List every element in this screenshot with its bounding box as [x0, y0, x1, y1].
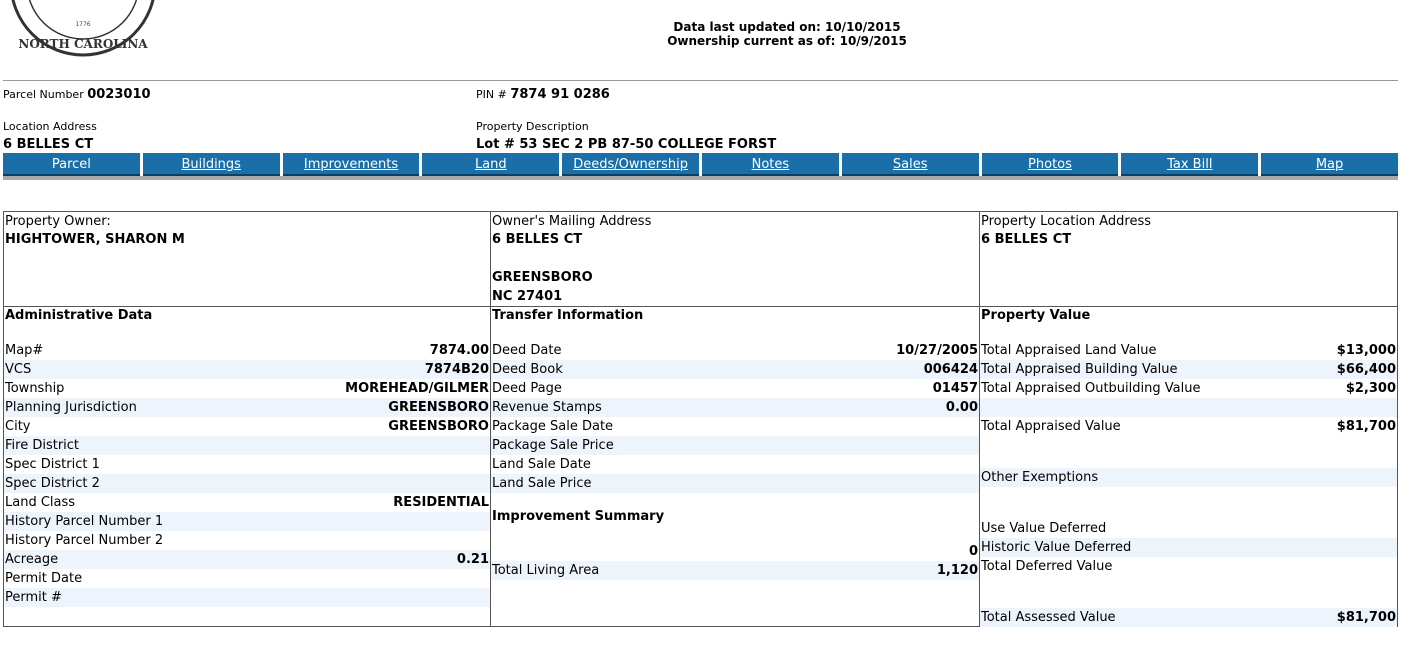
data-row	[491, 360, 979, 379]
row-label: Land Class	[5, 495, 76, 510]
row-label: Planning Jurisdiction	[5, 400, 137, 415]
data-row	[980, 341, 1397, 360]
row-label: Spec District 2	[5, 476, 100, 491]
row-label: Deed Page	[492, 381, 562, 396]
tab-deeds-ownership[interactable]: Deeds/Ownership	[562, 153, 699, 176]
row-label: Total Appraised Value	[981, 419, 1121, 434]
row-value: 006424	[923, 362, 978, 377]
total-assessed-label: Total Assessed Value	[981, 610, 1116, 625]
tab-land[interactable]: Land	[422, 153, 559, 176]
property-value-title: Property Value	[981, 308, 1091, 323]
update-info	[600, 20, 974, 48]
row-label: Package Sale Date	[492, 419, 614, 434]
row-value: 7874B20	[424, 362, 489, 377]
data-row	[4, 512, 490, 531]
data-row	[4, 398, 490, 417]
row-value: MOREHEAD/GILMER	[345, 381, 489, 396]
row-value: GREENSBORO	[388, 400, 489, 415]
transfer-info-title: Transfer Information	[492, 308, 644, 323]
pin-label: PIN #	[476, 88, 507, 101]
location-address-value: 6 BELLES CT	[3, 137, 94, 152]
row-label: Acreage	[5, 552, 59, 567]
property-location-label: Property Location Address	[981, 214, 1152, 229]
row-value: 01457	[932, 381, 978, 396]
data-row	[491, 341, 979, 360]
living-area-row	[491, 561, 979, 580]
data-row	[4, 531, 490, 550]
row-label: Package Sale Price	[492, 438, 614, 453]
tab-buildings[interactable]: Buildings	[143, 153, 280, 176]
row-value: $81,700	[1336, 419, 1396, 434]
row-label: Deed Book	[492, 362, 563, 377]
tabs-underline	[3, 176, 1398, 180]
pin-field	[476, 88, 610, 101]
row-label: Total Appraised Outbuilding Value	[981, 381, 1201, 396]
property-description-label: Property Description	[476, 120, 589, 133]
data-row	[4, 360, 490, 379]
data-row	[491, 417, 979, 436]
tab-notes[interactable]: Notes	[702, 153, 839, 176]
row-value: 0.00	[945, 400, 978, 415]
total-assessed-row	[980, 608, 1397, 627]
data-row	[491, 398, 979, 417]
row-value: 7874.00	[429, 343, 489, 358]
row-label: Permit #	[5, 590, 62, 605]
row-label: Fire District	[5, 438, 80, 453]
mailing-street: 6 BELLES CT	[492, 232, 583, 247]
row-value: $2,300	[1345, 381, 1396, 396]
row-label: Land Sale Price	[492, 476, 592, 491]
other-exemptions-row	[980, 468, 1397, 487]
data-row	[4, 341, 490, 360]
mailing-city: GREENSBORO	[492, 270, 593, 285]
tab-photos[interactable]: Photos	[982, 153, 1119, 176]
pin-value: 7874 91 0286	[510, 87, 610, 102]
row-label: History Parcel Number 1	[5, 514, 164, 529]
mailing-state-zip: NC 27401	[492, 289, 563, 304]
parcel-number-value: 0023010	[87, 87, 151, 102]
other-exemptions-label: Other Exemptions	[981, 470, 1099, 485]
property-location-value: 6 BELLES CT	[981, 232, 1072, 247]
historic-value-deferred-row	[980, 538, 1397, 557]
row-label: Total Appraised Building Value	[981, 362, 1178, 377]
improvement-summary-title: Improvement Summary	[492, 509, 665, 524]
admin-data-title: Administrative Data	[5, 308, 153, 323]
data-row	[980, 417, 1397, 436]
data-row	[491, 379, 979, 398]
tab-map[interactable]: Map	[1261, 153, 1398, 176]
value-column	[980, 212, 1397, 626]
ownership-current-text: Ownership current as of: 10/9/2015	[667, 34, 907, 48]
data-row	[4, 588, 490, 607]
row-label: Revenue Stamps	[492, 400, 602, 415]
tab-improvements[interactable]: Improvements	[283, 153, 420, 176]
row-label: Total Appraised Land Value	[981, 343, 1157, 358]
row-label: History Parcel Number 2	[5, 533, 164, 548]
data-row	[980, 360, 1397, 379]
row-label: Land Sale Date	[492, 457, 591, 472]
row-value: RESIDENTIAL	[393, 495, 489, 510]
historic-value-deferred-label: Historic Value Deferred	[981, 540, 1132, 555]
living-area-value: 1,120	[936, 563, 978, 578]
mailing-address-label: Owner's Mailing Address	[492, 214, 652, 229]
row-value: GREENSBORO	[388, 419, 489, 434]
data-row	[4, 417, 490, 436]
seal-text: NORTH CAROLINA	[18, 37, 148, 51]
data-row	[4, 493, 490, 512]
use-value-deferred-row	[980, 519, 1397, 538]
living-area-label: Total Living Area	[492, 563, 600, 578]
row-label: Township	[5, 381, 65, 396]
state-seal-logo	[8, 0, 158, 58]
row-value: 0.21	[456, 552, 489, 567]
row-label: Map#	[5, 343, 44, 358]
row-value: 10/27/2005	[896, 343, 978, 358]
row-value: $66,400	[1336, 362, 1396, 377]
data-row	[4, 550, 490, 569]
parcel-number-label: Parcel Number	[3, 88, 84, 101]
tab-sales[interactable]: Sales	[842, 153, 979, 176]
data-row	[980, 398, 1397, 417]
seal-year: 1776	[75, 21, 91, 28]
property-owner-label: Property Owner:	[5, 214, 111, 229]
tab-parcel[interactable]: Parcel	[3, 153, 140, 176]
row-label: Deed Date	[492, 343, 562, 358]
data-row	[980, 379, 1397, 398]
data-row	[4, 436, 490, 455]
improvement-count-row	[491, 542, 979, 561]
data-row	[491, 455, 979, 474]
improvement-count: 0	[968, 544, 978, 559]
parcel-number-field	[3, 88, 151, 101]
data-updated-text: Data last updated on: 10/10/2015	[673, 20, 901, 34]
use-value-deferred-label: Use Value Deferred	[981, 521, 1107, 536]
total-deferred-label: Total Deferred Value	[981, 559, 1113, 574]
row-label: VCS	[5, 362, 32, 377]
transfer-column	[491, 212, 980, 626]
row-label: Permit Date	[5, 571, 83, 586]
property-owner-name: HIGHTOWER, SHARON M	[5, 232, 185, 247]
data-row	[491, 474, 979, 493]
row-value: $13,000	[1336, 343, 1396, 358]
data-row	[4, 569, 490, 588]
parcel-data-grid	[3, 211, 1398, 627]
nav-tabs	[3, 153, 1398, 176]
data-row	[4, 455, 490, 474]
property-description-value: Lot # 53 SEC 2 PB 87-50 COLLEGE FORST	[476, 137, 777, 152]
row-label: Spec District 1	[5, 457, 100, 472]
total-assessed-value: $81,700	[1336, 610, 1396, 625]
total-deferred-row	[980, 557, 1397, 576]
admin-column	[4, 212, 491, 626]
data-row	[4, 474, 490, 493]
location-address-label: Location Address	[3, 120, 97, 133]
data-row	[491, 436, 979, 455]
header-divider	[3, 80, 1398, 81]
tab-tax-bill[interactable]: Tax Bill	[1121, 153, 1258, 176]
row-label: City	[5, 419, 31, 434]
data-row	[4, 379, 490, 398]
